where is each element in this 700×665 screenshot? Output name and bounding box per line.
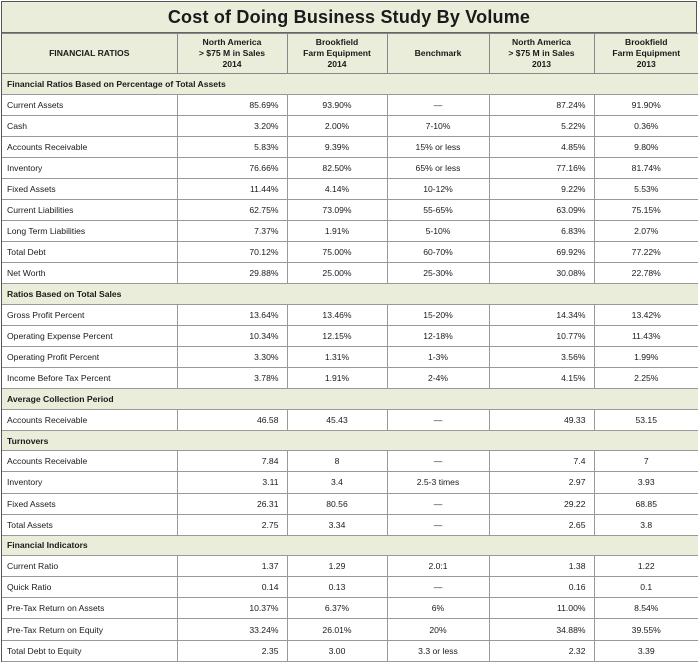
cell-benchmark: — <box>387 577 489 598</box>
cell-north-america-2014: 3.20% <box>177 115 287 136</box>
cell-benchmark: 7-10% <box>387 115 489 136</box>
cell-benchmark: 25-30% <box>387 263 489 284</box>
cell-brookfield-2013: 68.85 <box>594 493 698 514</box>
table-row <box>2 598 698 619</box>
table-row <box>2 136 698 157</box>
section-header-row <box>2 430 698 451</box>
section-title: Financial Indicators <box>2 535 698 556</box>
row-label: Current Liabilities <box>2 199 177 220</box>
cell-benchmark: 20% <box>387 619 489 640</box>
cell-brookfield-2013: 0.36% <box>594 115 698 136</box>
cell-benchmark: — <box>387 451 489 472</box>
cell-benchmark: 6% <box>387 598 489 619</box>
cell-brookfield-2014: 1.91% <box>287 368 387 389</box>
cell-benchmark: 2.0:1 <box>387 556 489 577</box>
cell-north-america-2013: 2.65 <box>489 514 594 535</box>
cell-north-america-2014: 11.44% <box>177 178 287 199</box>
table-row <box>2 556 698 577</box>
cell-brookfield-2013: 11.43% <box>594 325 698 346</box>
cell-brookfield-2014: 80.56 <box>287 493 387 514</box>
cell-benchmark: 2.5-3 times <box>387 472 489 493</box>
cell-north-america-2014: 1.37 <box>177 556 287 577</box>
table-row <box>2 221 698 242</box>
cell-north-america-2014: 3.78% <box>177 368 287 389</box>
cell-north-america-2013: 69.92% <box>489 242 594 263</box>
cell-brookfield-2013: 0.1 <box>594 577 698 598</box>
row-label: Current Assets <box>2 94 177 115</box>
cell-brookfield-2013: 5.53% <box>594 178 698 199</box>
cell-brookfield-2013: 3.93 <box>594 472 698 493</box>
row-label: Total Assets <box>2 514 177 535</box>
row-label: Net Worth <box>2 263 177 284</box>
cell-benchmark: 55-65% <box>387 199 489 220</box>
cell-benchmark: 1-3% <box>387 347 489 368</box>
cell-north-america-2013: 0.16 <box>489 577 594 598</box>
cell-benchmark: — <box>387 409 489 430</box>
cell-north-america-2013: 14.34% <box>489 304 594 325</box>
cell-north-america-2013: 77.16% <box>489 157 594 178</box>
cell-brookfield-2013: 53.15 <box>594 409 698 430</box>
cell-brookfield-2014: 3.4 <box>287 472 387 493</box>
cell-north-america-2014: 33.24% <box>177 619 287 640</box>
cell-brookfield-2014: 13.46% <box>287 304 387 325</box>
cell-brookfield-2014: 3.00 <box>287 640 387 661</box>
cell-north-america-2013: 6.83% <box>489 221 594 242</box>
row-label: Accounts Receivable <box>2 136 177 157</box>
cell-north-america-2013: 87.24% <box>489 94 594 115</box>
table-row <box>2 242 698 263</box>
cell-brookfield-2013: 8.54% <box>594 598 698 619</box>
row-label: Gross Profit Percent <box>2 304 177 325</box>
cell-north-america-2014: 70.12% <box>177 242 287 263</box>
table-row <box>2 493 698 514</box>
row-label: Fixed Assets <box>2 493 177 514</box>
cell-brookfield-2013: 3.8 <box>594 514 698 535</box>
row-label: Long Term Liabilities <box>2 221 177 242</box>
cell-brookfield-2014: 73.09% <box>287 199 387 220</box>
section-title: Turnovers <box>2 430 698 451</box>
cell-brookfield-2013: 3.39 <box>594 640 698 661</box>
cell-north-america-2014: 7.37% <box>177 221 287 242</box>
cell-brookfield-2013: 75.15% <box>594 199 698 220</box>
cell-north-america-2014: 2.35 <box>177 640 287 661</box>
cell-north-america-2013: 49.33 <box>489 409 594 430</box>
cell-north-america-2013: 1.38 <box>489 556 594 577</box>
section-title: Financial Ratios Based on Percentage of Total Assets <box>2 74 698 95</box>
cell-north-america-2013: 63.09% <box>489 199 594 220</box>
row-label: Quick Ratio <box>2 577 177 598</box>
cell-north-america-2013: 7.4 <box>489 451 594 472</box>
row-label: Inventory <box>2 157 177 178</box>
cell-north-america-2013: 34.88% <box>489 619 594 640</box>
table-row <box>2 451 698 472</box>
cell-brookfield-2014: 1.29 <box>287 556 387 577</box>
row-label: Cash <box>2 115 177 136</box>
row-label: Current Ratio <box>2 556 177 577</box>
cell-north-america-2013: 11.00% <box>489 598 594 619</box>
row-label: Pre-Tax Return on Assets <box>2 598 177 619</box>
col-header-brookfield-2013: Brookfield Farm Equipment 2013 <box>594 34 698 74</box>
cell-benchmark: — <box>387 514 489 535</box>
row-label: Accounts Receivable <box>2 451 177 472</box>
section-title: Average Collection Period <box>2 389 698 410</box>
cell-benchmark: 15-20% <box>387 304 489 325</box>
cell-north-america-2014: 76.66% <box>177 157 287 178</box>
table-row <box>2 199 698 220</box>
cell-brookfield-2014: 25.00% <box>287 263 387 284</box>
financial-ratios-table <box>2 33 698 662</box>
col-header-brookfield-2014: Brookfield Farm Equipment 2014 <box>287 34 387 74</box>
row-label: Income Before Tax Percent <box>2 368 177 389</box>
cell-north-america-2013: 5.22% <box>489 115 594 136</box>
cell-north-america-2013: 4.85% <box>489 136 594 157</box>
cell-brookfield-2014: 82.50% <box>287 157 387 178</box>
table-row <box>2 577 698 598</box>
cell-benchmark: 60-70% <box>387 242 489 263</box>
cell-north-america-2013: 30.08% <box>489 263 594 284</box>
cell-brookfield-2013: 2.07% <box>594 221 698 242</box>
cell-brookfield-2014: 3.34 <box>287 514 387 535</box>
cell-north-america-2014: 3.11 <box>177 472 287 493</box>
cell-north-america-2014: 2.75 <box>177 514 287 535</box>
cell-brookfield-2014: 1.91% <box>287 221 387 242</box>
table-row <box>2 94 698 115</box>
cell-brookfield-2014: 8 <box>287 451 387 472</box>
cell-north-america-2013: 2.97 <box>489 472 594 493</box>
cell-north-america-2013: 4.15% <box>489 368 594 389</box>
cell-benchmark: — <box>387 94 489 115</box>
table-row <box>2 347 698 368</box>
cell-brookfield-2014: 93.90% <box>287 94 387 115</box>
cell-brookfield-2014: 2.00% <box>287 115 387 136</box>
section-header-row <box>2 389 698 410</box>
cell-north-america-2014: 0.14 <box>177 577 287 598</box>
cell-brookfield-2014: 4.14% <box>287 178 387 199</box>
table-row <box>2 619 698 640</box>
cell-brookfield-2013: 13.42% <box>594 304 698 325</box>
cell-brookfield-2013: 91.90% <box>594 94 698 115</box>
cell-north-america-2013: 2.32 <box>489 640 594 661</box>
ratio-table-container <box>1 1 697 662</box>
cell-north-america-2014: 85.69% <box>177 94 287 115</box>
table-row <box>2 115 698 136</box>
cell-brookfield-2014: 0.13 <box>287 577 387 598</box>
cell-north-america-2013: 3.56% <box>489 347 594 368</box>
cell-brookfield-2014: 6.37% <box>287 598 387 619</box>
cell-north-america-2014: 5.83% <box>177 136 287 157</box>
cell-north-america-2014: 46.58 <box>177 409 287 430</box>
col-header-benchmark: Benchmark <box>387 34 489 74</box>
cell-brookfield-2014: 45.43 <box>287 409 387 430</box>
table-row <box>2 263 698 284</box>
table-row <box>2 640 698 661</box>
cell-north-america-2013: 10.77% <box>489 325 594 346</box>
cell-north-america-2014: 10.37% <box>177 598 287 619</box>
cell-north-america-2013: 9.22% <box>489 178 594 199</box>
section-title: Ratios Based on Total Sales <box>2 284 698 305</box>
row-label: Total Debt to Equity <box>2 640 177 661</box>
section-header-row <box>2 284 698 305</box>
cell-benchmark: 5-10% <box>387 221 489 242</box>
cell-benchmark: 3.3 or less <box>387 640 489 661</box>
cell-benchmark: 65% or less <box>387 157 489 178</box>
table-row <box>2 368 698 389</box>
cell-north-america-2014: 7.84 <box>177 451 287 472</box>
cell-brookfield-2013: 7 <box>594 451 698 472</box>
row-label: Operating Profit Percent <box>2 347 177 368</box>
cell-brookfield-2013: 1.99% <box>594 347 698 368</box>
cell-north-america-2014: 13.64% <box>177 304 287 325</box>
row-label: Total Debt <box>2 242 177 263</box>
cell-brookfield-2014: 1.31% <box>287 347 387 368</box>
table-row <box>2 157 698 178</box>
cell-brookfield-2013: 81.74% <box>594 157 698 178</box>
cell-brookfield-2014: 26.01% <box>287 619 387 640</box>
cell-benchmark: 12-18% <box>387 325 489 346</box>
section-header-row <box>2 74 698 95</box>
row-label: Pre-Tax Return on Equity <box>2 619 177 640</box>
cell-brookfield-2014: 9.39% <box>287 136 387 157</box>
cell-brookfield-2014: 12.15% <box>287 325 387 346</box>
cell-north-america-2014: 3.30% <box>177 347 287 368</box>
cell-north-america-2014: 62.75% <box>177 199 287 220</box>
cell-benchmark: 2-4% <box>387 368 489 389</box>
cell-brookfield-2014: 75.00% <box>287 242 387 263</box>
cell-brookfield-2013: 2.25% <box>594 368 698 389</box>
col-header-na-2014: North America > $75 M in Sales 2014 <box>177 34 287 74</box>
table-title: Cost of Doing Business Study By Volume <box>2 2 696 33</box>
cell-brookfield-2013: 22.78% <box>594 263 698 284</box>
table-row <box>2 472 698 493</box>
cell-benchmark: — <box>387 493 489 514</box>
table-body <box>2 74 698 662</box>
col-header-na-2013: North America > $75 M in Sales 2013 <box>489 34 594 74</box>
cell-north-america-2014: 29.88% <box>177 263 287 284</box>
cell-benchmark: 10-12% <box>387 178 489 199</box>
section-header-row <box>2 535 698 556</box>
col-header-financial-ratios: FINANCIAL RATIOS <box>2 34 177 74</box>
table-row <box>2 409 698 430</box>
table-row <box>2 514 698 535</box>
cell-brookfield-2013: 1.22 <box>594 556 698 577</box>
cell-north-america-2014: 26.31 <box>177 493 287 514</box>
table-row <box>2 304 698 325</box>
cell-benchmark: 15% or less <box>387 136 489 157</box>
cell-brookfield-2013: 9.80% <box>594 136 698 157</box>
table-row <box>2 325 698 346</box>
table-row <box>2 178 698 199</box>
header-row <box>2 34 698 74</box>
row-label: Accounts Receivable <box>2 409 177 430</box>
cell-north-america-2013: 29.22 <box>489 493 594 514</box>
row-label: Operating Expense Percent <box>2 325 177 346</box>
cell-north-america-2014: 10.34% <box>177 325 287 346</box>
row-label: Fixed Assets <box>2 178 177 199</box>
cell-brookfield-2013: 77.22% <box>594 242 698 263</box>
cell-brookfield-2013: 39.55% <box>594 619 698 640</box>
row-label: Inventory <box>2 472 177 493</box>
